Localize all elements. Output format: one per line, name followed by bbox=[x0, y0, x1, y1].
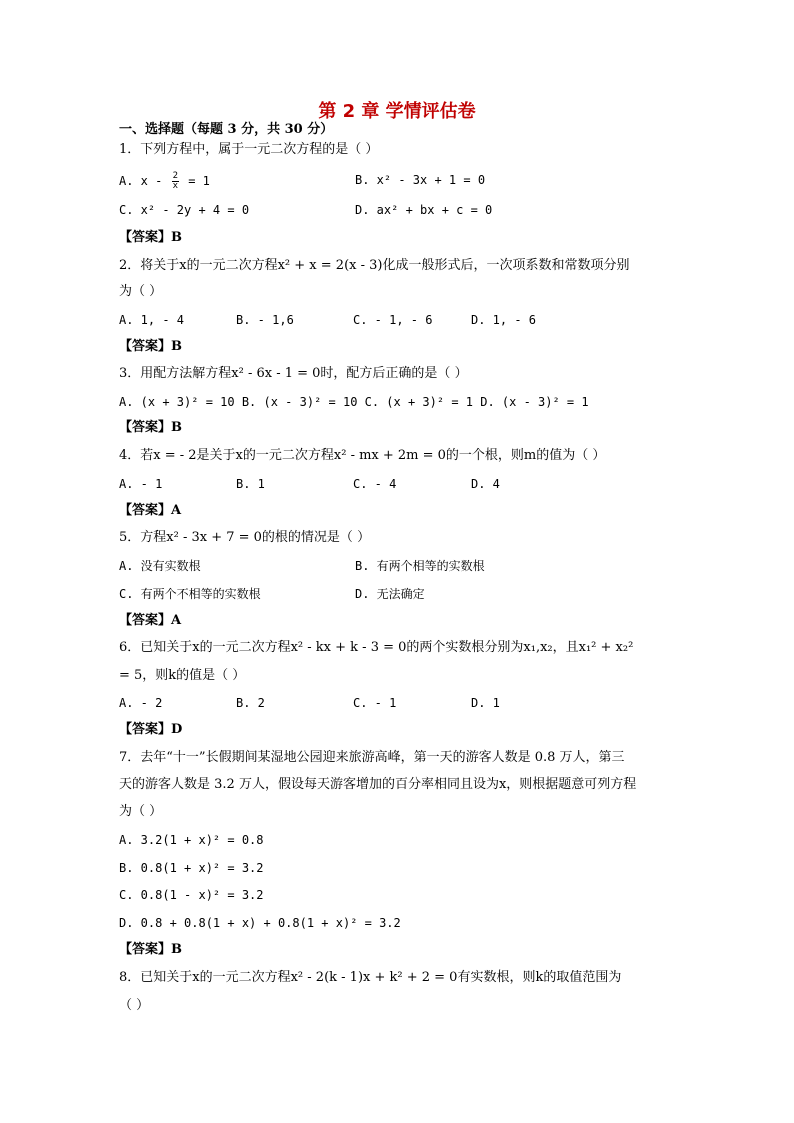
q5-option-a: A. 没有实数根 bbox=[119, 559, 201, 573]
q1-option-d: D. ax² + bx + c = 0 bbox=[355, 203, 493, 217]
question-3-stem: 3．用配方法解方程x² - 6x - 1 = 0时，配方后正确的是（ ） bbox=[119, 366, 468, 381]
q7-option-b: B. 0.8(1 + x)² = 3.2 bbox=[119, 861, 264, 875]
q3-answer: 【答案】B bbox=[119, 420, 183, 435]
q4-option-b: B. 1 bbox=[236, 477, 265, 491]
q1-option-c: C. x² - 2y + 4 = 0 bbox=[119, 203, 250, 217]
q7-option-d: D. 0.8 + 0.8(1 + x) + 0.8(1 + x)² = 3.2 bbox=[119, 916, 401, 930]
q2-option-d: D. 1, - 6 bbox=[471, 313, 537, 327]
q2-answer: 【答案】B bbox=[119, 339, 183, 354]
q6-option-a: A. - 2 bbox=[119, 696, 163, 710]
q2-option-a: A. 1, - 4 bbox=[119, 313, 185, 327]
q7-answer: 【答案】B bbox=[119, 942, 183, 957]
question-4-stem: 4．若x = - 2是关于x的一元二次方程x² - mx + 2m = 0的一个根，则m的值为（ ） bbox=[119, 448, 606, 463]
question-2-stem-line1: 2．将关于x的一元二次方程x² + x = 2(x - 3)化成一般形式后，一次项系数和常数项分别 bbox=[119, 258, 630, 273]
question-8-stem-line1: 8．已知关于x的一元二次方程x² - 2(k - 1)x + k² + 2 = 0有实数根，则k的取值范围为 bbox=[119, 970, 622, 985]
q1-answer: 【答案】B bbox=[119, 230, 183, 245]
question-1-stem: 1．下列方程中，属于一元二次方程的是（ ） bbox=[119, 142, 379, 157]
q2-option-c: C. - 1, - 6 bbox=[353, 313, 433, 327]
q7-option-c: C. 0.8(1 - x)² = 3.2 bbox=[119, 888, 264, 902]
question-7-stem-line1: 7．去年“十一”长假期间某湿地公园迎来旅游高峰，第一天的游客人数是 0.8 万人，第三 bbox=[119, 750, 625, 765]
fraction: $\frac{2}{x}$ bbox=[172, 171, 178, 191]
q4-option-a: A. - 1 bbox=[119, 477, 163, 491]
page-title: 第 2 章 学情评估卷 bbox=[318, 101, 476, 122]
q1-option-b: B. x² - 3x + 1 = 0 bbox=[355, 173, 486, 187]
question-5-stem: 5．方程x² - 3x + 7 = 0的根的情况是（ ） bbox=[119, 530, 371, 545]
q5-option-b: B. 有两个相等的实数根 bbox=[355, 559, 485, 573]
q4-option-d: D. 4 bbox=[471, 477, 500, 491]
question-8-stem-line2: （ ） bbox=[119, 998, 150, 1013]
question-7-stem-line3: 为（ ） bbox=[119, 804, 163, 819]
q6-option-d: D. 1 bbox=[471, 696, 500, 710]
q6-option-b: B. 2 bbox=[236, 696, 265, 710]
question-7-stem-line2: 天的游客人数是 3.2 万人，假设每天游客增加的百分率相同且设为x，则根据题意可列方程 bbox=[119, 777, 637, 792]
q4-option-c: C. - 4 bbox=[353, 477, 397, 491]
section-heading: 一、选择题（每题 3 分，共 30 分） bbox=[119, 122, 334, 137]
q6-answer: 【答案】D bbox=[119, 722, 183, 737]
q5-answer: 【答案】A bbox=[119, 613, 182, 628]
q3-options: A. (x + 3)² = 10 B. (x - 3)² = 10 C. (x + 3)² = 1 D. (x - 3)² = 1 bbox=[119, 395, 589, 409]
question-6-stem-line2: = 5，则k的值是（ ） bbox=[119, 668, 246, 683]
q6-option-c: C. - 1 bbox=[353, 696, 397, 710]
q7-option-a: A. 3.2(1 + x)² = 0.8 bbox=[119, 833, 264, 847]
q2-option-b: B. - 1,6 bbox=[236, 313, 294, 327]
q1-option-a: A. x - $\frac{2}{x}$ = 1 bbox=[119, 171, 210, 191]
q5-option-d: D. 无法确定 bbox=[355, 587, 425, 601]
question-2-stem-line2: 为（ ） bbox=[119, 284, 163, 299]
question-6-stem-line1: 6．已知关于x的一元二次方程x² - kx + k - 3 = 0的两个实数根分别为x₁,x₂，且x₁² + x₂² bbox=[119, 640, 634, 655]
q4-answer: 【答案】A bbox=[119, 503, 182, 518]
q5-option-c: C. 有两个不相等的实数根 bbox=[119, 587, 261, 601]
